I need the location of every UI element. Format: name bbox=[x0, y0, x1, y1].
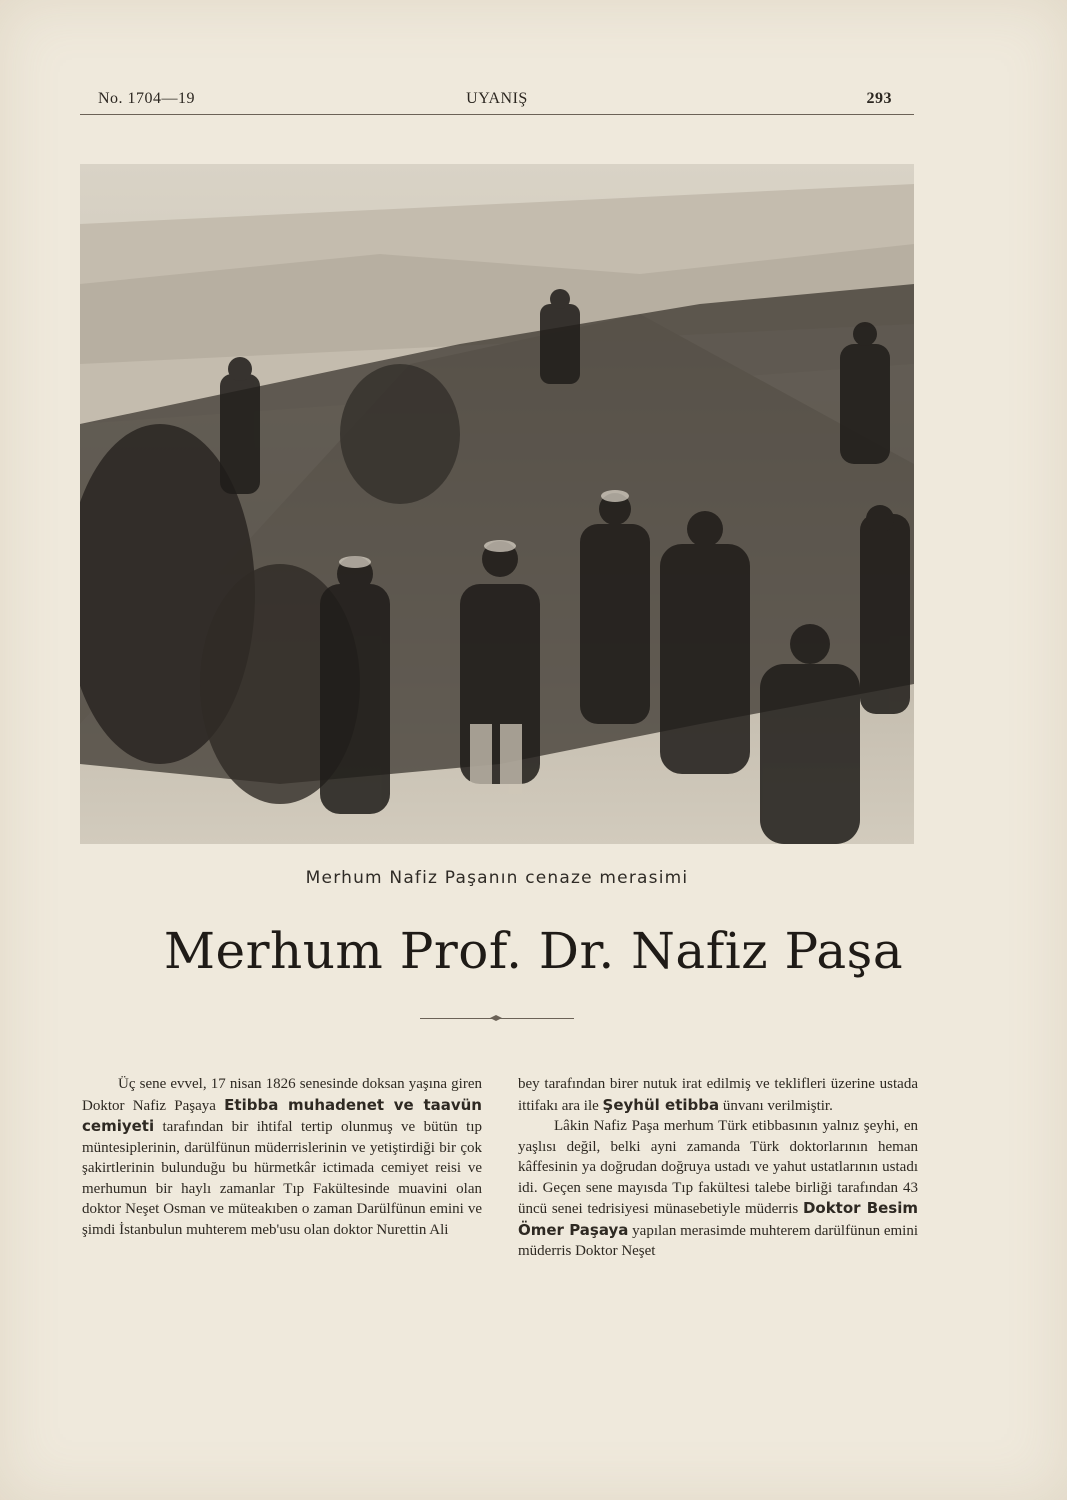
page-header bbox=[80, 88, 914, 115]
article-column-right bbox=[518, 1074, 918, 1262]
paragraph bbox=[518, 1074, 918, 1116]
page-number: 293 bbox=[866, 90, 892, 107]
paragraph bbox=[518, 1116, 918, 1262]
text: tarafından bir ihtifal tertip olunmuş ve bütün tıp müntesiplerinin, darülfünun müderrislerinin ve yetiştirdiği bir çok şakirtlerinin bulunduğu bu hürmetkâr ictimada cemiyet reisi ve merhumun bir haylı zamanlar Tıp Fakültesinde muavini olan doktor Neşet Osman ve müteakıben o zaman Darülfünun emini ve şimdi İstanbulun muhterem meb'usu olan doktor Nurettin Ali bbox=[82, 1119, 482, 1238]
text: yapılan merasimde muhterem darülfünun emini müderris Doktor Neşet bbox=[518, 1222, 918, 1259]
photo-caption: Merhum Nafiz Paşanın cenaze merasimi bbox=[305, 868, 689, 888]
text: Lâkin Nafiz Paşa merhum Türk etibbasının yalnız şeyhi, en yaşlısı değil, belki ayni zamanda Türk doktorlarının heman kâffesinin ya doğrudan doğruya ustadı ve yahut ustatlarının ustadı idi. Geçen sene mayısda Tıp fakültesi talebe birliği tarafından 43 üncü senei tedrisiyesi münasebetiyle müderris bbox=[518, 1118, 918, 1217]
text: bey tarafından birer nutuk irat edilmiş ve teklifleri üzerine ustada ittifakı ara ile bbox=[518, 1076, 918, 1114]
photo-illustration bbox=[80, 164, 914, 844]
emphasis-title: Şeyhül etibba bbox=[602, 1095, 720, 1114]
issue-number: No. 1704—19 bbox=[98, 90, 196, 107]
text: ünvanı verilmiştir. bbox=[719, 1097, 833, 1114]
journal-name: UYANIŞ bbox=[466, 90, 528, 107]
article-column-left bbox=[82, 1074, 482, 1240]
funeral-procession-photo bbox=[80, 164, 914, 844]
emphasis-society-name: Etibba muhadenet ve taavün cemiyeti bbox=[82, 1095, 482, 1135]
article-title: Merhum Prof. Dr. Nafiz Paşa bbox=[163, 922, 904, 980]
emphasis-person-name: Doktor Besim Ömer Paşaya bbox=[518, 1199, 919, 1239]
paragraph bbox=[82, 1074, 482, 1240]
text: Üç sene evvel, 17 nisan 1826 senesinde doksan yaşına giren Doktor Nafiz Paşaya bbox=[82, 1076, 482, 1114]
divider-ornament-icon bbox=[490, 1014, 502, 1022]
